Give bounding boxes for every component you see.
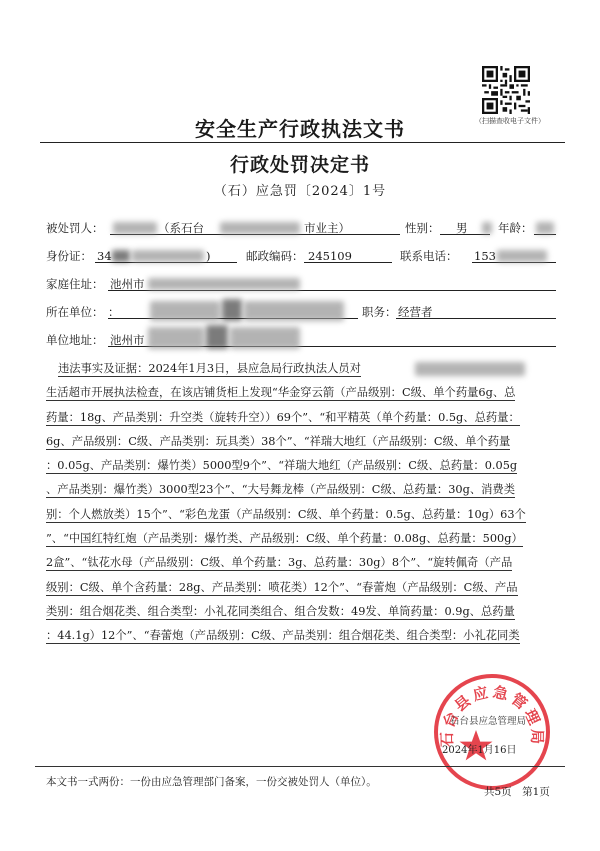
body-line bbox=[46, 503, 561, 527]
seal-organization: 石台县应急管理局 bbox=[450, 716, 527, 727]
seal-date: 2024年1月16日 bbox=[442, 745, 517, 756]
body-line-text: ”、“中国红特红炮（产品类别：爆竹类、产品级别：C级、单个药量：0.08g、总药量：500g） bbox=[46, 532, 523, 546]
redaction-inspector-names bbox=[415, 362, 525, 376]
official-seal bbox=[432, 672, 552, 792]
id-label: 身份证： bbox=[46, 249, 92, 263]
redaction-employer-3 bbox=[244, 301, 344, 321]
body-line-text: 别：个人燃放类）15个”、“彩色龙蛋（产品级别：C级、单个药量：0.5g、总药量：10g）63个 bbox=[46, 507, 526, 521]
address-value-prefix: 池州市 bbox=[110, 277, 145, 291]
document-title: 安全生产行政执法文书 bbox=[195, 117, 405, 141]
body-line bbox=[46, 551, 561, 575]
phone-value-prefix: 153 bbox=[474, 249, 496, 263]
address-underline bbox=[108, 290, 556, 291]
page-indicator: 共5页 第1页 bbox=[484, 786, 550, 798]
violation-facts bbox=[46, 357, 561, 649]
document-number: （石）应急罚〔2024〕1号 bbox=[213, 184, 387, 199]
body-line-text: ：0.05g、产品类别：爆竹类）5000型9个”、“祥瑞大地红（产品级别：C级、总药量：0.05g bbox=[46, 459, 518, 473]
body-line bbox=[46, 478, 561, 502]
position-label: 职务： bbox=[362, 305, 397, 319]
postcode-label: 邮政编码： bbox=[246, 249, 304, 263]
seal-ring-path: 石台县应急管理局 bbox=[437, 682, 547, 748]
id-underline bbox=[95, 262, 237, 263]
party-value-suffix: 市业主） bbox=[304, 221, 350, 235]
body-line-text: 药量：18g、产品类别：升空类（旋转升空））69个”、“和平精英（单个药量：0.5g、总药量： bbox=[46, 410, 520, 424]
id-value-prefix: 34 bbox=[97, 249, 112, 263]
redaction-age bbox=[536, 222, 554, 234]
body-line bbox=[46, 430, 561, 454]
id-value-suffix: ) bbox=[206, 249, 211, 263]
employer-value-prefix: ： bbox=[108, 305, 120, 319]
redaction-employer-1 bbox=[150, 301, 220, 321]
body-line bbox=[46, 624, 561, 648]
phone-label: 联系电话： bbox=[400, 249, 458, 263]
body-line bbox=[46, 600, 561, 624]
body-line-text: 违法事实及证据：2024年1月3日，县应急局行政执法人员对 bbox=[58, 362, 361, 375]
age-underline bbox=[534, 234, 556, 235]
redaction-id-2 bbox=[132, 250, 204, 262]
body-line bbox=[46, 454, 561, 478]
position-value: 经营者 bbox=[398, 305, 433, 319]
party-label: 被处罚人： bbox=[46, 221, 104, 235]
body-line-text: ：44.1g）12个”、“春蕾炮（产品级别：C级、产品类别：组合烟花类、组合类型：小礼花同类 bbox=[46, 629, 520, 643]
qr-caption: （扫描查收电子文件） bbox=[475, 117, 545, 125]
party-value-prefix: （系石台 bbox=[158, 221, 204, 235]
redaction-phone bbox=[497, 250, 547, 262]
address-label: 家庭住址： bbox=[46, 277, 104, 291]
postcode-value: 245109 bbox=[308, 249, 352, 263]
body-line bbox=[46, 576, 561, 600]
redaction-address bbox=[148, 278, 300, 290]
gender-label: 性别： bbox=[405, 221, 440, 235]
party-underline bbox=[110, 234, 400, 235]
redaction-unit-address-2 bbox=[206, 325, 228, 349]
age-label: 年龄： bbox=[498, 221, 533, 235]
body-line-text: 6g、产品级别：C级、产品类别：玩具类）38个”、“祥瑞大地红（产品级别：C级、单个药量 bbox=[46, 434, 511, 448]
redaction-party-name bbox=[113, 222, 157, 234]
body-line-text: 类别：组合烟花类、组合类型：小礼花同类组合、组合发数：49发、单筒药量：0.9g、总药量 bbox=[46, 604, 515, 618]
footer-note: 本文书一式两份：一份由应急管理部门备案，一份交被处罚人（单位）。 bbox=[46, 776, 377, 788]
body-line bbox=[46, 527, 561, 551]
body-line bbox=[46, 406, 561, 430]
employer-label: 所在单位： bbox=[46, 305, 104, 319]
redaction-unit-address-3 bbox=[230, 327, 300, 349]
redaction-unit-address-1 bbox=[148, 327, 204, 349]
qr-code[interactable] bbox=[482, 66, 530, 114]
body-line bbox=[46, 381, 561, 405]
body-line-text: 生活超市开展执法检查，在该店铺货柜上发现“华金穿云箭（产品级别：C级、单个药量6g、总 bbox=[46, 386, 516, 400]
title-divider bbox=[40, 142, 565, 143]
document-subtitle: 行政处罚决定书 bbox=[229, 154, 370, 176]
unit-address-value-prefix: 池州市 bbox=[110, 333, 145, 347]
gender-value: 男 bbox=[456, 221, 468, 235]
body-line-text: 2盒”、“钛花水母（产品级别：C级、单个药量：3g、总药量：30g）8个”、“旋转佩奇（产品 bbox=[46, 556, 513, 570]
redaction-party-shop bbox=[220, 222, 300, 234]
redaction-id-1 bbox=[112, 250, 130, 262]
body-line-text: 级别：C级、单个含药量：28g、产品类别：喷花类）12个”、“春蕾炮（产品级别：C级、产品 bbox=[46, 580, 518, 594]
redaction-gender-extra bbox=[482, 222, 492, 234]
footer-divider bbox=[35, 766, 565, 767]
redaction-employer-2 bbox=[222, 299, 242, 321]
unit-address-label: 单位地址： bbox=[46, 333, 104, 347]
body-line-text: 、产品类别：爆竹类）3000型23个”、“大号舞龙棒（产品级别：C级、总药量：30g、消费类 bbox=[46, 483, 516, 497]
